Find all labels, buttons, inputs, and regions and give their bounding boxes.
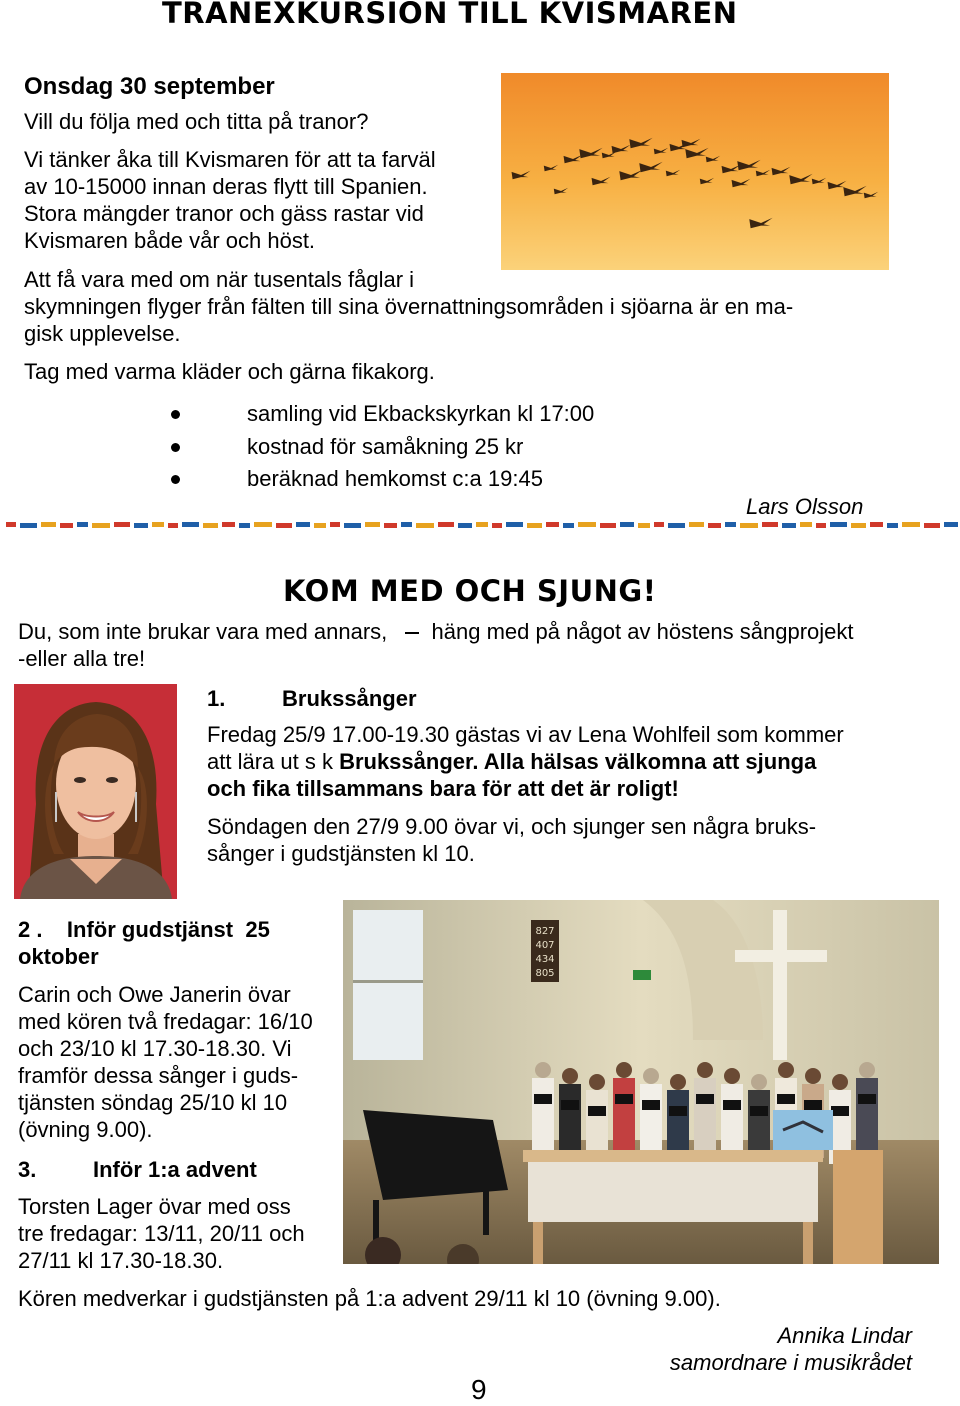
choir-singer-head	[751, 1074, 767, 1090]
divider-dash	[365, 522, 380, 527]
text-line: framför dessa sånger i guds-	[18, 1063, 299, 1088]
item-2-heading	[18, 916, 348, 970]
text-line: tjänsten söndag 25/10 kl 10	[18, 1090, 288, 1115]
choir-singer-body	[721, 1084, 743, 1158]
choir-singer-body	[532, 1078, 554, 1152]
hymn-book	[696, 1094, 714, 1104]
text-line: av 10-15000 innan deras flytt till Spanien.	[24, 174, 428, 199]
divider-dash	[384, 523, 397, 528]
divider-dash	[902, 522, 920, 527]
text-line: med kören två fredagar: 16/10	[18, 1009, 313, 1034]
text-line: Kvismaren både vår och höst.	[24, 228, 316, 253]
choir-singer-head	[724, 1068, 740, 1084]
divider-dash	[276, 523, 292, 528]
hymn-book	[831, 1106, 849, 1116]
text-line: gisk upplevelse.	[24, 321, 181, 346]
divider-dash	[708, 523, 721, 528]
divider-dash	[762, 522, 778, 527]
church-choir-image	[343, 900, 939, 1264]
choir-singer-head	[643, 1068, 659, 1084]
choir-singer-head	[832, 1074, 848, 1090]
divider-dash	[60, 523, 73, 528]
item-3-body	[18, 1193, 348, 1274]
page-number: 9	[471, 1374, 487, 1405]
item-1-sunday	[207, 813, 927, 867]
divider-dash	[296, 522, 310, 527]
divider-dash	[92, 523, 110, 528]
divider-dash	[620, 522, 634, 527]
divider-dash	[41, 522, 56, 527]
tranor-date: Onsdag 30 september	[24, 73, 275, 100]
divider-dash	[152, 522, 164, 527]
hymn-number: 827	[535, 926, 555, 937]
section-divider	[0, 519, 960, 531]
divider-dash	[668, 523, 685, 528]
tranor-paragraph-3	[24, 266, 904, 347]
hymn-number: 434	[535, 954, 555, 965]
hymn-book	[561, 1100, 579, 1110]
text-line: och 23/10 kl 17.30-18.30. Vi	[18, 1036, 292, 1061]
tranor-paragraph-2	[24, 146, 494, 254]
divider-dash	[330, 522, 340, 527]
text-line: (övning 9.00).	[18, 1117, 153, 1142]
divider-dash	[168, 523, 178, 528]
divider-dash	[600, 523, 616, 528]
hymn-book	[858, 1094, 876, 1104]
sunset-sky-image	[501, 73, 889, 270]
divider-dash	[114, 522, 130, 527]
choir-singer-body	[559, 1084, 581, 1158]
divider-dash	[254, 522, 272, 527]
divider-dash	[563, 523, 574, 528]
list-item: samling vid Ekbackskyrkan kl 17:00	[171, 398, 594, 431]
divider-dash	[689, 522, 704, 527]
divider-dash	[546, 522, 559, 527]
divider-dash	[239, 523, 250, 528]
divider-dash	[182, 522, 199, 527]
divider-dash	[725, 522, 736, 527]
list-item: kostnad för samåkning 25 kr	[171, 431, 594, 464]
divider-dash	[203, 523, 218, 528]
divider-dash	[20, 523, 37, 528]
final-note: Kören medverkar i gudstjänsten på 1:a advent 29/11 kl 10 (övning 9.00).	[18, 1286, 721, 1311]
signature-name: Annika Lindar	[777, 1323, 912, 1348]
divider-dash	[870, 522, 883, 527]
choir-photo	[343, 900, 939, 1264]
text-line: -eller alla tre!	[18, 646, 146, 671]
divider-dash	[944, 522, 958, 527]
text-line: Torsten Lager övar med oss	[18, 1194, 291, 1219]
divider-dash	[800, 522, 812, 527]
divider-dash	[638, 523, 650, 528]
divider-dash	[344, 523, 361, 528]
list-item: beräknad hemkomst c:a 19:45	[171, 463, 594, 496]
divider-dash	[416, 523, 434, 528]
hymn-book	[588, 1106, 606, 1116]
choir-singer-head	[562, 1068, 578, 1084]
divider-dash	[887, 523, 898, 528]
tranor-signature: Lars Olsson	[746, 494, 864, 519]
choir-singer-head	[697, 1062, 713, 1078]
hymn-book	[615, 1094, 633, 1104]
divider-dash	[77, 522, 88, 527]
text-line: Carin och Owe Janerin övar	[18, 982, 291, 1007]
portrait-image	[14, 684, 177, 899]
text-line: 27/11 kl 17.30-18.30.	[18, 1248, 224, 1273]
divider-dash	[654, 522, 664, 527]
divider-dash	[401, 522, 412, 527]
choir-singer-body	[694, 1078, 716, 1152]
hymn-book	[534, 1094, 552, 1104]
divider-dash	[782, 523, 796, 528]
text-line: tre fredagar: 13/11, 20/11 och	[18, 1221, 305, 1246]
text-line: Söndagen den 27/9 9.00 övar vi, och sjunger sen några bruks-	[207, 814, 817, 839]
crane-flock-photo	[501, 73, 889, 270]
hymn-book	[777, 1094, 795, 1104]
text-line: Vi tänker åka till Kvismaren för att ta farväl	[24, 147, 436, 172]
hymn-book	[669, 1106, 687, 1116]
text-line: Fredag 25/9 17.00-19.30 gästas vi av Lena Wohlfeil som kommer	[207, 722, 844, 747]
item-1-heading: 1. Brukssånger	[207, 686, 417, 711]
choir-singer-head	[535, 1062, 551, 1078]
choir-singer-body	[613, 1078, 635, 1152]
item-1-body	[207, 721, 927, 802]
text-line: Stora mängder tranor och gäss rastar vid	[24, 201, 424, 226]
divider-dash	[740, 523, 758, 528]
tranor-paragraph-4: Tag med varma kläder och gärna fikakorg.	[24, 359, 435, 384]
choir-singer-head	[670, 1074, 686, 1090]
divider-dash	[458, 523, 472, 528]
text-line: sånger i gudstjänsten kl 10.	[207, 841, 475, 866]
text-line: 2 . Inför gudstjänst 25	[18, 917, 270, 942]
choir-singer-head	[589, 1074, 605, 1090]
divider-dash	[6, 522, 16, 527]
divider-dash	[816, 523, 826, 528]
hymn-book	[723, 1100, 741, 1110]
divider-dash	[830, 522, 847, 527]
divider-dash	[222, 522, 235, 527]
text-line: oktober	[18, 944, 99, 969]
text-line: och fika tillsammans bara för att det är roligt!	[207, 776, 679, 801]
tranor-bullet-list	[171, 398, 594, 496]
tranor-title: TRANEXKURSION TILL KVISMAREN	[162, 0, 738, 30]
divider-dash	[438, 522, 454, 527]
divider-dash	[476, 522, 488, 527]
bullet-icon	[171, 475, 180, 484]
divider-dash	[527, 523, 542, 528]
divider-dash	[578, 522, 596, 527]
divider-dash	[924, 523, 940, 528]
sjung-title: KOM MED OCH SJUNG!	[283, 574, 657, 608]
choir-singer-head	[778, 1062, 794, 1078]
choir-singer-head	[859, 1062, 875, 1078]
choir-singer-head	[616, 1062, 632, 1078]
divider-dash	[506, 522, 523, 527]
text-line: skymningen flyger från fälten till sina övernattningsområden i sjöarna är en ma-	[24, 294, 794, 319]
text-line: Du, som inte brukar vara med annars, häng med på något av höstens sångprojekt	[18, 619, 854, 644]
divider-dash	[492, 523, 502, 528]
signature-role: samordnare i musikrådet	[669, 1350, 912, 1375]
hymn-book	[750, 1106, 768, 1116]
item-2-body	[18, 981, 348, 1143]
bullet-icon	[171, 410, 180, 419]
hymn-number: 407	[535, 940, 555, 951]
divider-dash	[134, 523, 148, 528]
tranor-question: Vill du följa med och titta på tranor?	[24, 109, 369, 134]
divider-dash	[314, 523, 326, 528]
hymn-book	[642, 1100, 660, 1110]
sjung-signature	[560, 1322, 912, 1376]
choir-singer-body	[856, 1078, 878, 1152]
portrait-photo	[14, 684, 177, 899]
text-line: att lära ut s k Brukssånger. Alla hälsas välkomna att sjunga	[207, 749, 817, 774]
item-3-heading: 3. Inför 1:a advent	[18, 1157, 257, 1182]
hymn-book	[804, 1100, 822, 1110]
choir-singer-head	[805, 1068, 821, 1084]
divider-dash	[851, 523, 866, 528]
choir-singer-body	[640, 1084, 662, 1158]
bullet-icon	[171, 443, 180, 452]
dash-mark	[405, 632, 419, 634]
sjung-intro	[18, 618, 938, 672]
text-line: Att få vara med om när tusentals fåglar i	[24, 267, 415, 292]
hymn-number: 805	[535, 968, 555, 979]
